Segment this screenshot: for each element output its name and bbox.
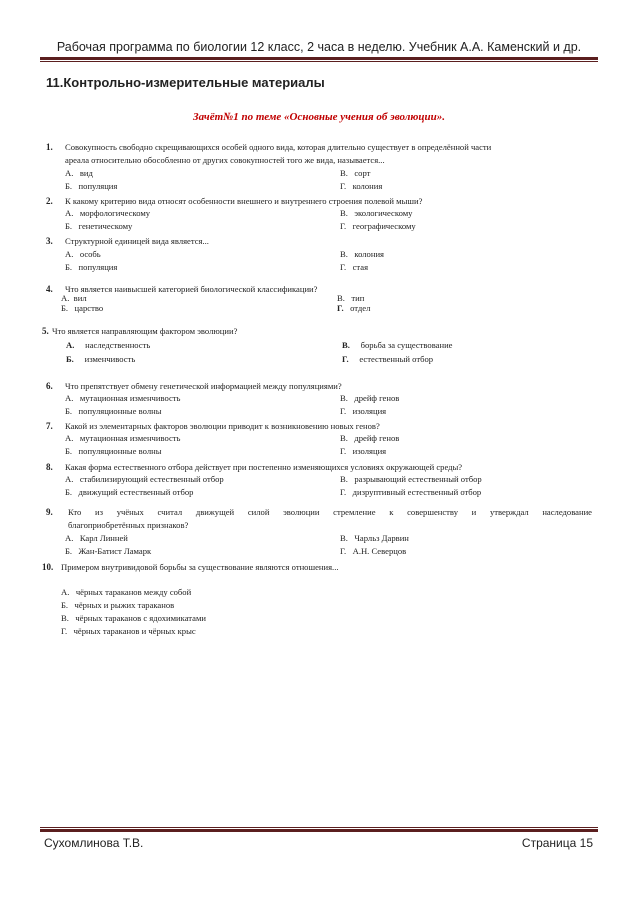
question-text: Структурной единицей вида является... bbox=[65, 236, 209, 246]
header-rule-thick bbox=[40, 57, 598, 60]
question-text: Что является наивысшей категорией биологической классификации? bbox=[65, 284, 318, 294]
answer-option: В. колония bbox=[340, 249, 385, 259]
answer-option: Г. чёрных тараканов и чёрных крыс bbox=[61, 626, 196, 636]
answer-option: Б. чёрных и рыжих тараканов bbox=[61, 600, 175, 610]
answer-option: А. Карл Линней bbox=[65, 533, 128, 543]
answer-option: А. наследственность bbox=[66, 340, 151, 350]
answer-option: Г. географическому bbox=[340, 221, 416, 231]
answer-option: В. дрейф генов bbox=[340, 433, 400, 443]
question-text: Какая форма естественного отбора действует при постепенно изменяющихся условиях окружающей среды? bbox=[65, 462, 463, 472]
answer-option: Г. изоляция bbox=[340, 446, 387, 456]
answer-option: Г. изоляция bbox=[340, 406, 387, 416]
answer-option: В. борьба за существование bbox=[342, 340, 453, 350]
question-text: Примером внутривидовой борьбы за существование являются отношения... bbox=[61, 562, 339, 572]
question-number: 7. bbox=[46, 421, 53, 431]
question-number: 9. bbox=[46, 507, 53, 517]
footer-rule-thin bbox=[40, 827, 598, 828]
answer-option: Г. колония bbox=[340, 181, 383, 191]
answer-option: В. Чарльз Дарвин bbox=[340, 533, 409, 543]
answer-option: А. вил bbox=[61, 293, 87, 303]
answer-option: А. мутационная изменчивость bbox=[65, 433, 181, 443]
answer-option: В. дрейф генов bbox=[340, 393, 400, 403]
question-text: Совокупность свободно скрещивающихся особей одного вида, которая длительно существует в определённой части bbox=[65, 142, 492, 152]
question-number: 4. bbox=[46, 284, 53, 294]
header-rule-thin bbox=[40, 61, 598, 62]
section-title: 11.Контрольно-измерительные материалы bbox=[46, 75, 325, 90]
answer-option: Г. А.Н. Северцов bbox=[340, 546, 407, 556]
question-text: Какой из элементарных факторов эволюции приводит к возникновению новых генов? bbox=[65, 421, 380, 431]
answer-option: Б. изменчивость bbox=[66, 354, 136, 364]
answer-option: Б. Жан-Батист Ламарк bbox=[65, 546, 152, 556]
question-number: 5. bbox=[42, 326, 49, 336]
question-number: 6. bbox=[46, 381, 53, 391]
answer-option: В. сорт bbox=[340, 168, 371, 178]
answer-option: А. стабилизирующий естественный отбор bbox=[65, 474, 224, 484]
footer-page-number: Страница 15 bbox=[521, 836, 593, 850]
answer-option: Г. дизруптивный естественный отбор bbox=[340, 487, 482, 497]
question-number: 8. bbox=[46, 462, 53, 472]
question-text: К какому критерию вида относят особенности внешнего и внутреннего строения полевой мыши? bbox=[65, 196, 423, 206]
answer-option: Б. царство bbox=[61, 303, 104, 313]
question-text: Кто из учёных считал движущей силой эволюции стремление к совершенству и утверждал наследование bbox=[68, 507, 592, 517]
answer-option: Б. популяционные волны bbox=[65, 406, 162, 416]
answer-option: А. морфологическому bbox=[65, 208, 151, 218]
answer-option: А. чёрных тараканов между собой bbox=[61, 587, 192, 597]
answer-option: Б. популяция bbox=[65, 262, 118, 272]
test-subtitle: Зачёт№1 по теме «Основные учения об эволюции». bbox=[192, 111, 445, 123]
question-number: 2. bbox=[46, 196, 53, 206]
footer-author: Сухомлинова Т.В. bbox=[44, 836, 144, 850]
answer-option: В. разрывающий естественный отбор bbox=[340, 474, 482, 484]
answer-option: Б. генетическому bbox=[65, 221, 133, 231]
answer-option: Г. естественный отбор bbox=[342, 354, 434, 364]
answer-option: В. тип bbox=[337, 293, 365, 303]
answer-option: А. мутационная изменчивость bbox=[65, 393, 181, 403]
answer-option: Б. популяция bbox=[65, 181, 118, 191]
answer-option: А. особь bbox=[65, 249, 101, 259]
answer-option: Б. популяционные волны bbox=[65, 446, 162, 456]
answer-option: В. чёрных тараканов с ядохимикатами bbox=[61, 613, 206, 623]
question-number: 10. bbox=[42, 562, 54, 572]
footer-rule-thick bbox=[40, 829, 598, 832]
answer-option: В. экологическому bbox=[340, 208, 413, 218]
answer-option: Г. отдел bbox=[337, 303, 371, 313]
question-text-cont: благоприобретённых признаков? bbox=[68, 520, 189, 530]
question-number: 1. bbox=[46, 142, 53, 152]
question-text-cont: ареала относительно обособленно от других совокупностей того же вида, называется... bbox=[65, 155, 385, 165]
answer-option: Б. движущий естественный отбор bbox=[65, 487, 194, 497]
question-text: Что препятствует обмену генетической информацией между популяциями? bbox=[65, 381, 342, 391]
question-number: 3. bbox=[46, 236, 53, 246]
page-header-title: Рабочая программа по биологии 12 класс, 2 часа в неделю. Учебник А.А. Каменский и др. bbox=[56, 40, 582, 54]
answer-option: Г. стая bbox=[340, 262, 369, 272]
answer-option: А. вид bbox=[65, 168, 93, 178]
question-text: Что является направляющим фактором эволюции? bbox=[52, 326, 238, 336]
